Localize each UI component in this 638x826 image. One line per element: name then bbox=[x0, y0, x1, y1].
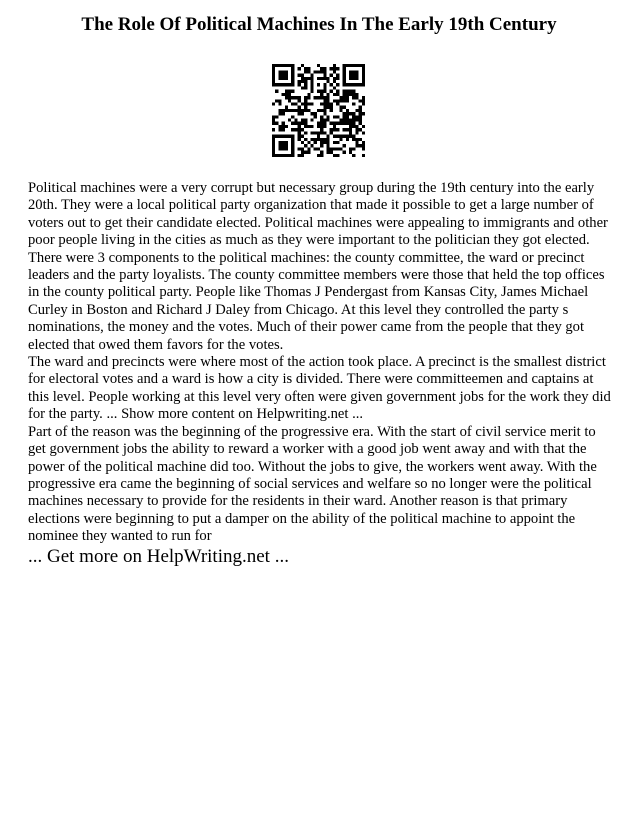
qr-code-icon[interactable] bbox=[272, 64, 365, 157]
paragraph-intro: Political machines were a very corrupt but necessary group during the 19th century into the early 20th. They were a local political party organization that made it possible to get a large number of voters out to get their candidate elected. Political machines were appealing to immigrants and other poor people living in the cities as much as they were important to the politician they got elected. bbox=[28, 180, 608, 249]
paragraph-decline: Part of the reason was the beginning of the progressive era. With the start of civil service merit to get government jobs the ability to reward a worker with a good job went away and with that the power of the political machine did too. Without the jobs to give, the workers went away. With the progressive era came the beginning of social services and welfare so no longer were the political machines necessary to provide for the residents in their ward. Another reason is that primary elections were beginning to put a damper on the ability of the political machine to appoint the nominee they wanted to run for bbox=[28, 423, 597, 545]
paragraph-components: There were 3 components to the political machines: the county committee, the ward or precinct leaders and the party loyalists. The county committee members were those that held the top offices in the county political party. People like Thomas J Pendergast from Kansas City, James Michael Curley in Boston and Richard J Daley from Chicago. At this level they controlled the party s nominations, the money and the votes. Much of their power came from the people that they got elected that owed them favors for the votes. bbox=[28, 249, 605, 353]
paragraph-wards: The ward and precincts were where most of the action took place. A precinct is the smallest district for electoral votes and a ward is how a city is divided. There were committeemen and captains at this level. People working at this level very often were given government jobs for the work they did for the party. ... Show more content on Helpwriting.net ... bbox=[28, 354, 611, 423]
page-title: The Role Of Political Machines In The Early 19th Century bbox=[81, 14, 557, 35]
get-more-link[interactable]: ... Get more on HelpWriting.net ... bbox=[28, 546, 289, 567]
article-body bbox=[28, 180, 613, 546]
